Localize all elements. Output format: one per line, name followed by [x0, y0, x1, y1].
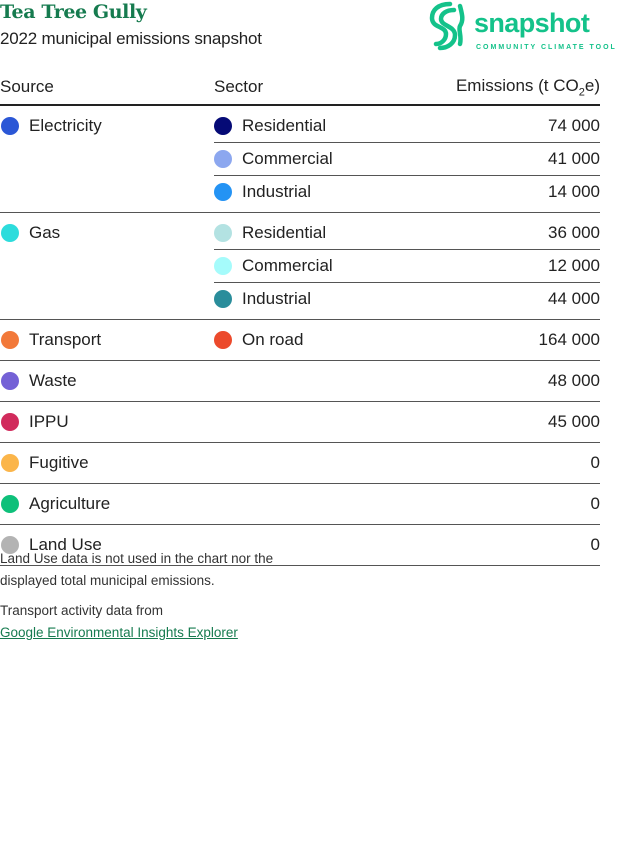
- transport-note: [0, 600, 600, 644]
- source-cell: [0, 105, 214, 213]
- table-header: [0, 70, 600, 105]
- sector-label: Residential: [242, 223, 327, 242]
- source-cell: [0, 402, 214, 443]
- header-emissions-subscript: 2: [578, 86, 585, 99]
- emissions-value: 41 000: [414, 143, 600, 176]
- sector-cell: [214, 402, 414, 443]
- source-color-dot: [1, 454, 19, 472]
- table-row: [0, 105, 600, 143]
- source-cell: [0, 320, 214, 361]
- transport-source-link[interactable]: Google Environmental Insights Explorer: [0, 625, 238, 640]
- source-group: [0, 361, 600, 402]
- source-color-dot: [1, 224, 19, 242]
- source-color-dot: [1, 117, 19, 135]
- emissions-value: 36 000: [414, 213, 600, 250]
- sector-cell: [214, 283, 414, 320]
- source-label: Fugitive: [29, 453, 89, 472]
- sector-label: Residential: [242, 116, 327, 135]
- emissions-value: 48 000: [414, 361, 600, 402]
- emissions-value: 44 000: [414, 283, 600, 320]
- page-subtitle: 2022 municipal emissions snapshot: [0, 29, 262, 48]
- sector-cell: [214, 143, 414, 176]
- land-use-note-line1: Land Use data is not used in the chart nor the: [0, 551, 274, 566]
- emissions-value: 74 000: [414, 105, 600, 143]
- sector-color-dot: [214, 257, 232, 275]
- header-emissions-text: Emissions (t CO: [455, 75, 579, 95]
- emissions-value: 0: [414, 443, 600, 484]
- notes: [0, 548, 600, 652]
- source-cell: [0, 361, 214, 402]
- source-group: [0, 213, 600, 320]
- source-cell: [0, 213, 214, 320]
- table-row: [0, 320, 600, 361]
- sector-cell: [214, 250, 414, 283]
- source-color-dot: [1, 372, 19, 390]
- header-source: Source: [0, 70, 214, 105]
- source-group: [0, 443, 600, 484]
- sector-color-dot: [214, 117, 232, 135]
- source-group: [0, 105, 600, 213]
- source-color-dot: [1, 413, 19, 431]
- source-group: [0, 484, 600, 525]
- source-label: Transport: [29, 330, 102, 349]
- logo-tagline: COMMUNITY CLIMATE TOOL: [476, 44, 617, 51]
- source-label: IPPU: [29, 412, 69, 431]
- emissions-table: [0, 70, 600, 566]
- sector-label: Commercial: [242, 256, 333, 275]
- emissions-value: 0: [414, 525, 600, 566]
- table-row: [0, 402, 600, 443]
- emissions-value: 164 000: [414, 320, 600, 361]
- sector-color-dot: [214, 331, 232, 349]
- sector-color-dot: [214, 150, 232, 168]
- sector-label: Industrial: [242, 289, 311, 308]
- sector-label: Industrial: [242, 182, 311, 201]
- table-row: [0, 484, 600, 525]
- source-color-dot: [1, 495, 19, 513]
- emissions-value: 45 000: [414, 402, 600, 443]
- source-group: [0, 402, 600, 443]
- header-emissions: [414, 70, 600, 105]
- sector-color-dot: [214, 290, 232, 308]
- sector-label: Commercial: [242, 149, 333, 168]
- snapshot-logo: [428, 0, 617, 56]
- source-label: Waste: [29, 371, 77, 390]
- sector-cell: [214, 213, 414, 250]
- sector-cell: [214, 105, 414, 143]
- sector-cell: [214, 320, 414, 361]
- source-label: Electricity: [29, 116, 102, 135]
- land-use-note: [0, 548, 600, 592]
- table-row: [0, 361, 600, 402]
- sector-color-dot: [214, 224, 232, 242]
- sector-label: On road: [242, 330, 304, 349]
- header: [0, 0, 617, 70]
- transport-note-text: Transport activity data from: [0, 603, 164, 618]
- sector-cell: [214, 176, 414, 213]
- source-label: Gas: [29, 223, 61, 242]
- header-sector: Sector: [214, 70, 414, 105]
- land-use-note-line2: displayed total municipal emissions.: [0, 573, 215, 588]
- emissions-value: 12 000: [414, 250, 600, 283]
- sector-cell: [214, 443, 414, 484]
- emissions-value: 0: [414, 484, 600, 525]
- source-cell: [0, 443, 214, 484]
- source-group: [0, 320, 600, 361]
- table-row: [0, 213, 600, 250]
- source-label: Agriculture: [29, 494, 111, 513]
- sector-cell: [214, 484, 414, 525]
- source-color-dot: [1, 331, 19, 349]
- snapshot-logo-icon: [428, 0, 468, 52]
- source-cell: [0, 484, 214, 525]
- page-title: Tea Tree Gully: [0, 1, 147, 23]
- sector-color-dot: [214, 183, 232, 201]
- logo-wordmark: snapshot: [474, 8, 590, 38]
- source-label: Land Use: [29, 535, 102, 554]
- emissions-value: 14 000: [414, 176, 600, 213]
- sector-cell: [214, 361, 414, 402]
- table-row: [0, 443, 600, 484]
- header-emissions-suffix: e): [584, 75, 600, 95]
